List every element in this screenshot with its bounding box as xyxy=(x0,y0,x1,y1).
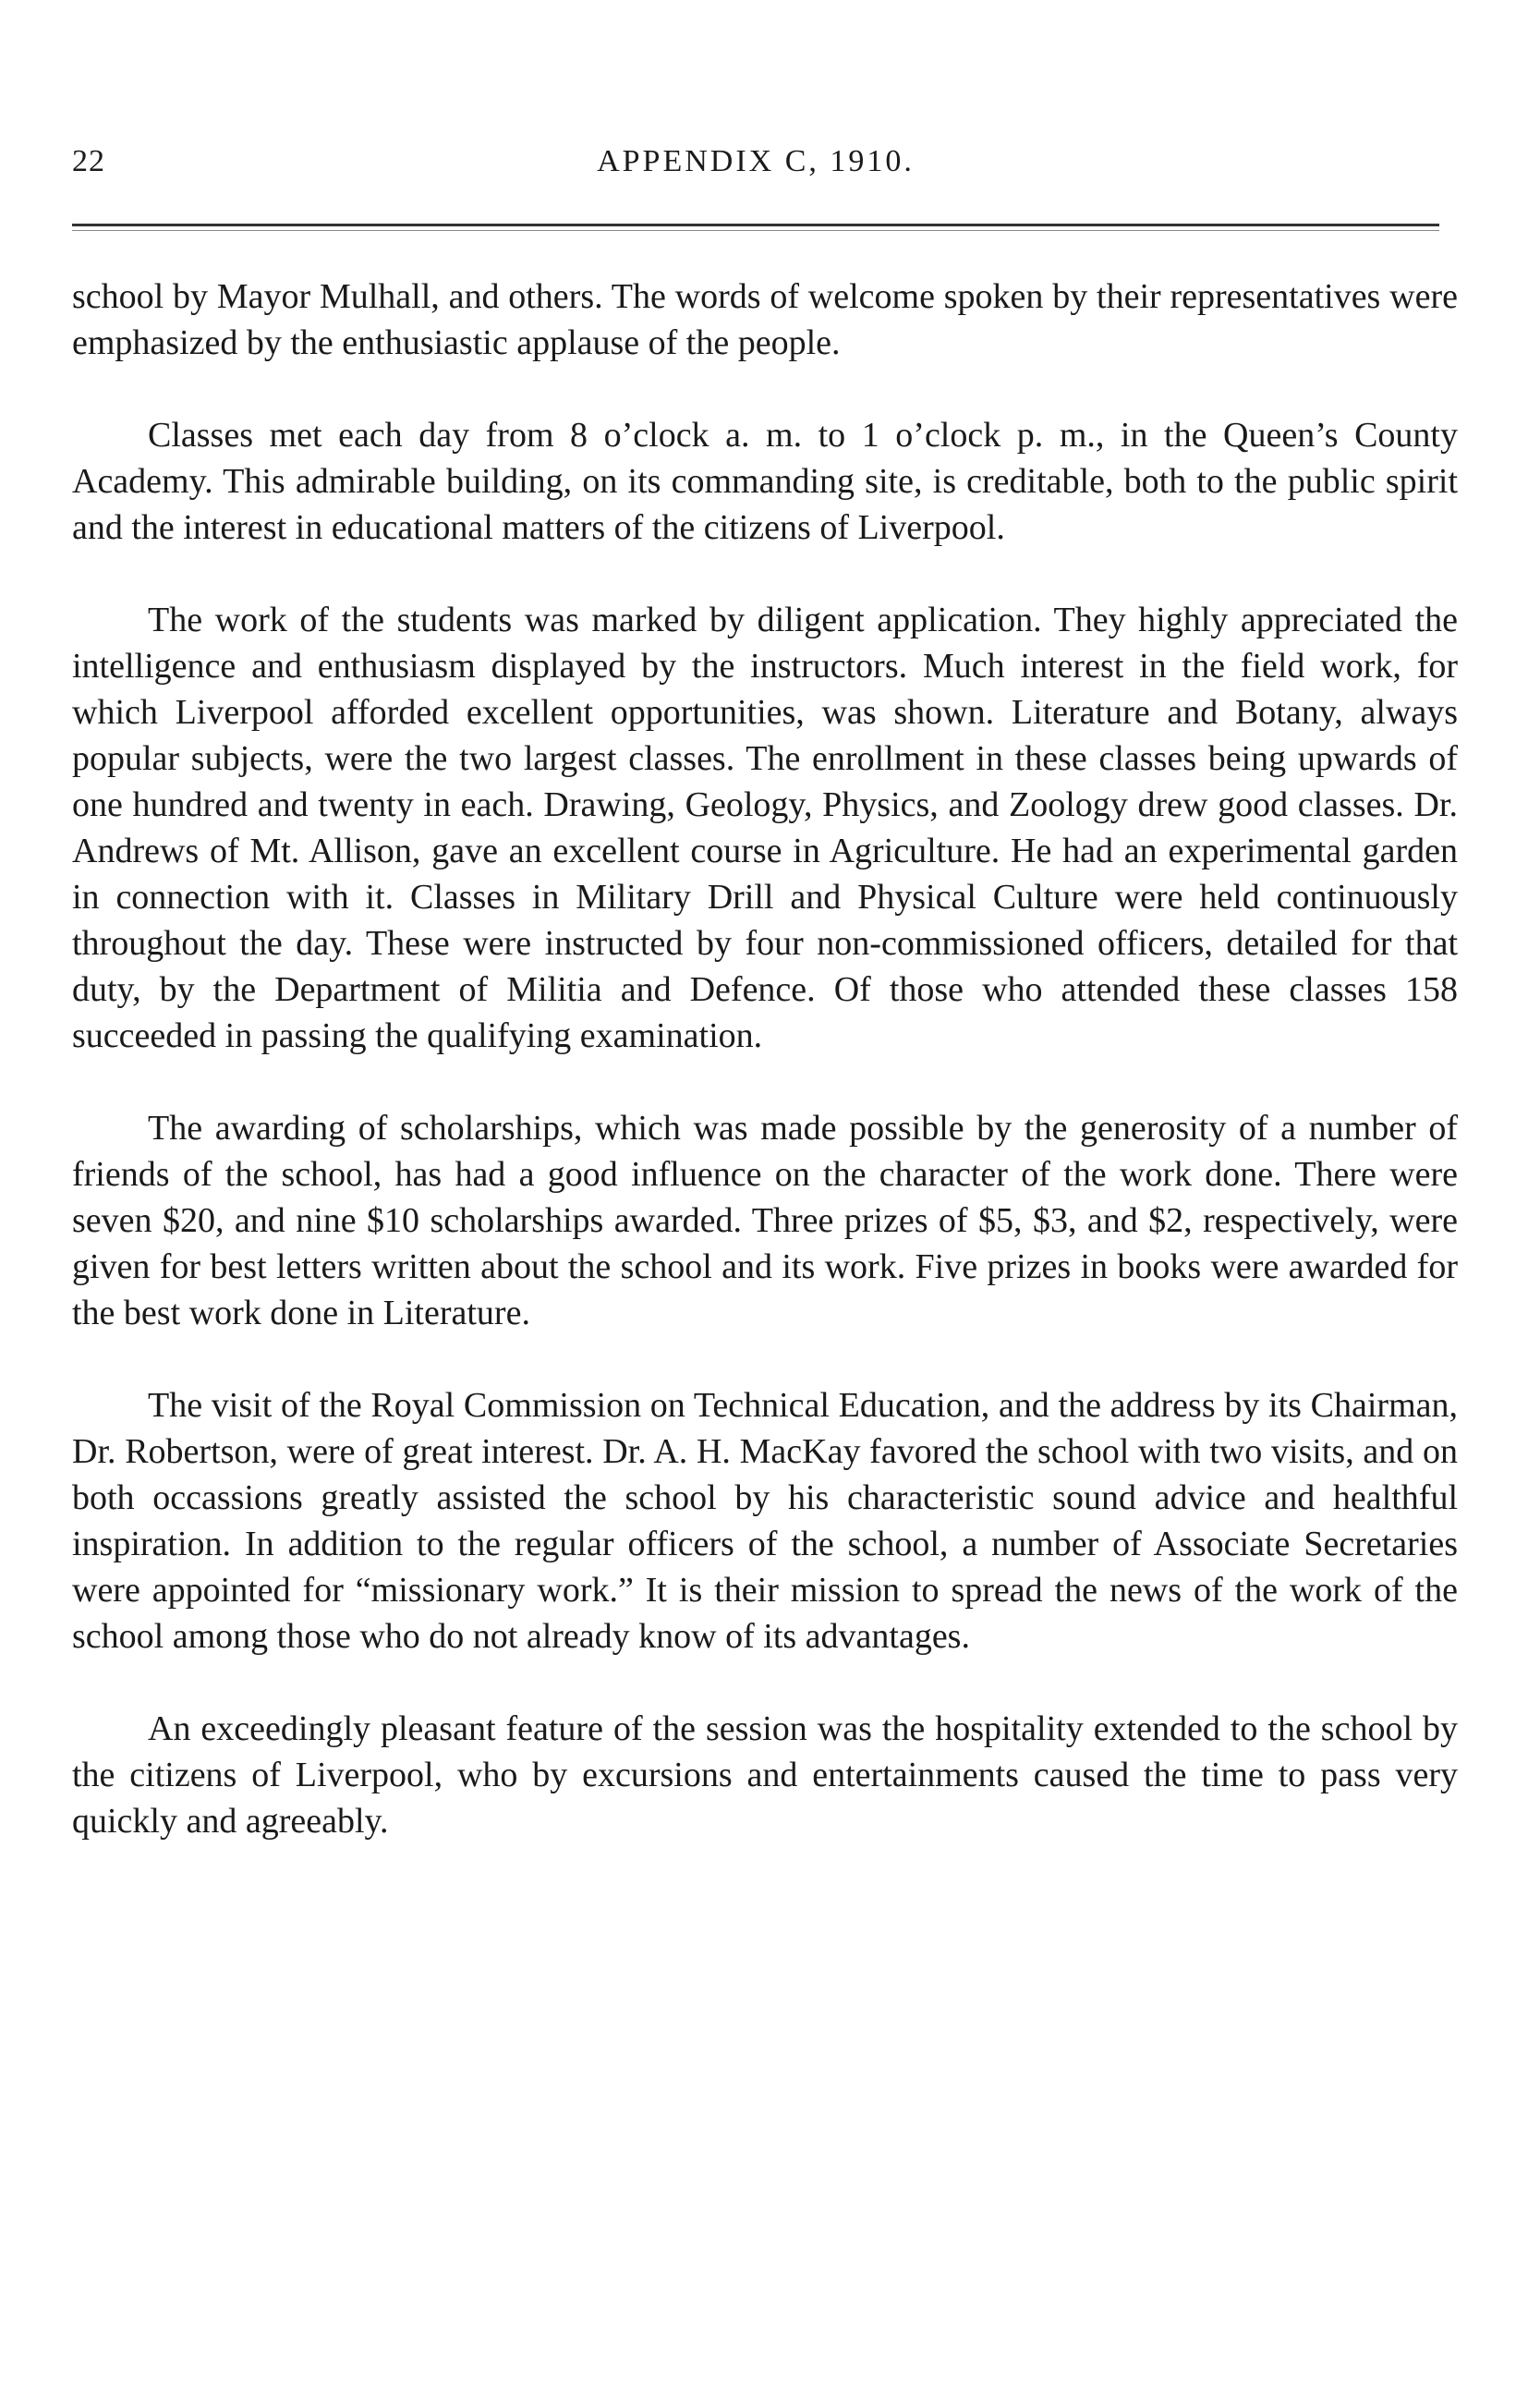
running-head: APPENDIX C, 1910. xyxy=(597,144,915,178)
paragraph-continuation: school by Mayor Mulhall, and others. The words of welcome spoken by their representatives were emphasized by the enthusiastic applause of the people. xyxy=(72,277,1458,362)
page-header xyxy=(72,139,1439,185)
paragraph-royal-commission: The visit of the Royal Commission on Technical Education, and the address by its Chairman, Dr. Robertson, were of great interest. Dr. A. H. MacKay favored the school with two visits, and on both occassions greatly assisted the school by his characteristic sound advice and healthful inspiration. In addition to the regular officers of the school, a number of Associate Secretaries were appointed for “missionary work.” It is their mission to spread the news of the work of the school among those who do not already know of its advantages. xyxy=(72,1386,1458,1656)
paragraph-scholarships: The awarding of scholarships, which was made possible by the generosity of a number of friends of the school, has had a good influence on the character of the work done. There were seven $20, and nine $10 scholarships awarded. Three prizes of $5, $3, and $2, respectively, were given for best letters written about the school and its work. Five prizes in books were awarded for the best work done in Literature. xyxy=(72,1109,1458,1332)
paragraph-students-work: The work of the students was marked by diligent application. They highly appreciated the intelligence and enthusiasm displayed by the instructors. Much interest in the field work, for which Liverpool afforded excellent opportunities, was shown. Literature and Botany, always popular subjects, were the two largest classes. The enrollment in these classes being upwards of one hundred and twenty in each. Drawing, Geology, Physics, and Zoology drew good classes. Dr. Andrews of Mt. Allison, gave an excellent course in Agriculture. He had an experimental garden in connection with it. Classes in Military Drill and Physical Culture were held continuously throughout the day. These were instructed by four non-commissioned officers, detailed for that duty, by the Department of Militia and Defence. Of those who attended these classes 158 succeeded in passing the qualifying examination. xyxy=(72,601,1458,1055)
header-rule xyxy=(72,224,1439,226)
page-number: 22 xyxy=(72,144,105,178)
body-text xyxy=(72,274,1458,1890)
paragraph-hospitality: An exceedingly pleasant feature of the session was the hospitality extended to the school by the citizens of Liverpool, who by excursions and entertainments caused the time to pass very quickly and agreeably. xyxy=(72,1709,1458,1841)
header-rule-thin xyxy=(72,230,1439,231)
paragraph-classes: Classes met each day from 8 o’clock a. m. to 1 o’clock p. m., in the Queen’s County Academy. This admirable building, on its commanding site, is creditable, both to the public spirit and the interest in educational matters of the citizens of Liverpool. xyxy=(72,416,1458,547)
